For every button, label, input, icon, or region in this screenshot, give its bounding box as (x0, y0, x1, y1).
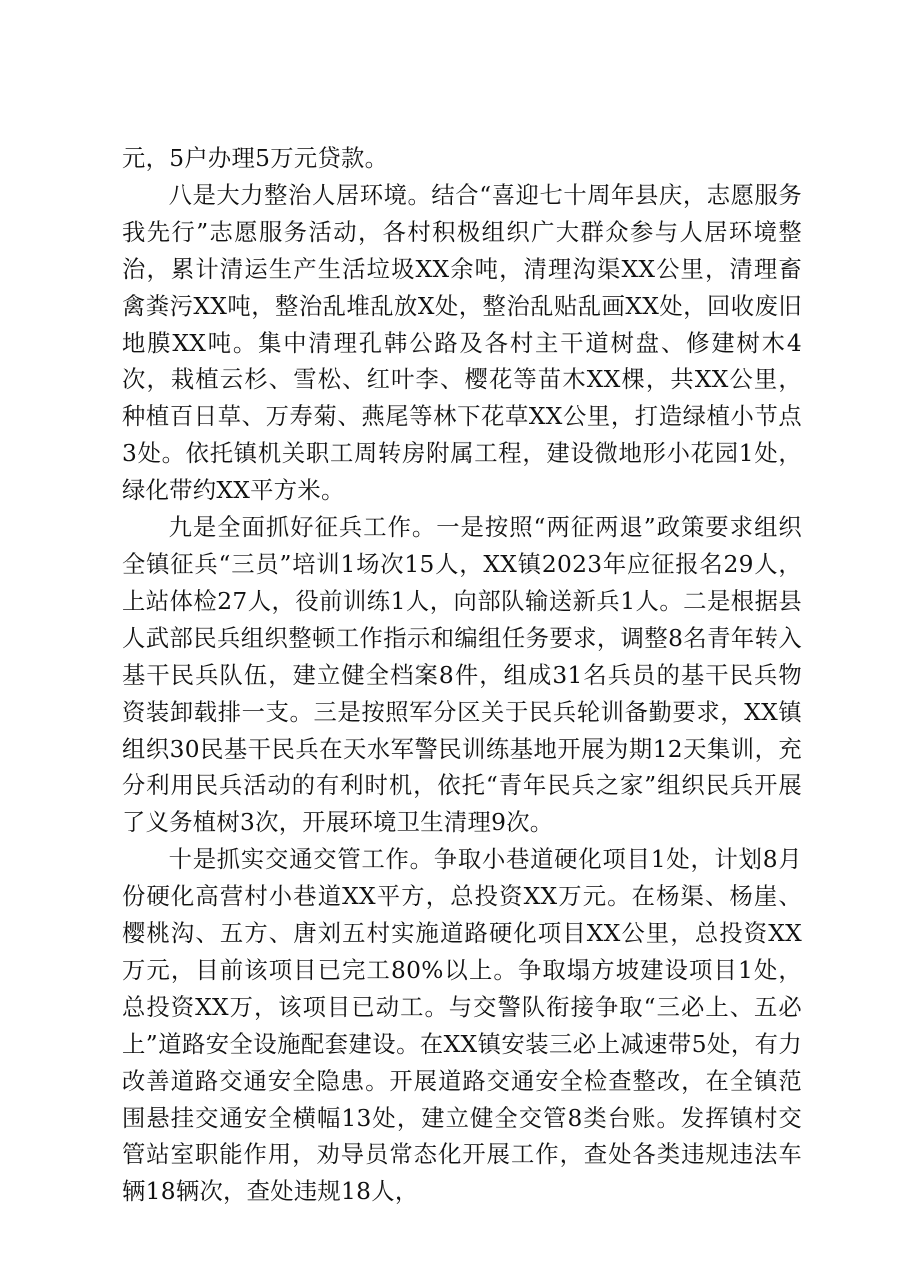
paragraph-traffic-management: 十是抓实交通交管工作。争取小巷道硬化项目1处，计划8月份硬化高营村小巷道XX平方，总投资XX万元。在杨渠、杨崖、樱桃沟、五方、唐刘五村实施道路硬化项目XX公里，总投资XX万元，目前该项目已完工80%以上。争取塌方坡建设项目1处，总投资XX万，该项目已动工。与交警队衔接争取“三必上、五必上”道路安全设施配套建设。在XX镇安装三必上减速带5处，有力改善道路交通安全隐患。开展道路交通安全检查整改，在全镇范围悬挂交通安全横幅13处，建立健全交管8类台账。发挥镇村交管站室职能作用，劝导员常态化开展工作，查处各类违规违法车辆18辆次，查处违规18人， (122, 846, 802, 1206)
paragraph-conscription: 九是全面抓好征兵工作。一是按照“两征两退”政策要求组织全镇征兵“三员”培训1场次15人，XX镇2023年应征报名29人，上站体检27人，役前训练1人，向部队输送新兵1人。二是根据县人武部民兵组织整顿工作指示和编组任务要求，调整8名青年转入基干民兵队伍，建立健全档案8件，组成31名兵员的基干民兵物资装卸载排一支。三是按照军分区关于民兵轮训备勤要求，XX镇组织30民基干民兵在天水军警民训练基地开展为期12天集训，充分利用民兵活动的有利时机，依托“青年民兵之家”组织民兵开展了义务植树3次，开展环境卫生清理9次。 (122, 514, 802, 837)
document-body (122, 141, 802, 1211)
paragraph-loan-continuation: 元，5户办理5万元贷款。 (122, 145, 389, 172)
paragraph-living-environment: 八是大力整治人居环境。结合“喜迎七十周年县庆，志愿服务我先行”志愿服务活动，各村积极组织广大群众参与人居环境整治，累计清运生产生活垃圾XX余吨，清理沟渠XX公里，清理畜禽粪污XX吨，整治乱堆乱放X处，整治乱贴乱画XX处，回收废旧地膜XX吨。集中清理孔韩公路及各村主干道树盘、修建树木4次，栽植云杉、雪松、红叶李、樱花等苗木XX棵，共XX公里，种植百日草、万寿菊、燕尾等林下花草XX公里，打造绿植小节点3处。依托镇机关职工周转房附属工程，建设微地形小花园1处，绿化带约XX平方米。 (122, 181, 802, 505)
